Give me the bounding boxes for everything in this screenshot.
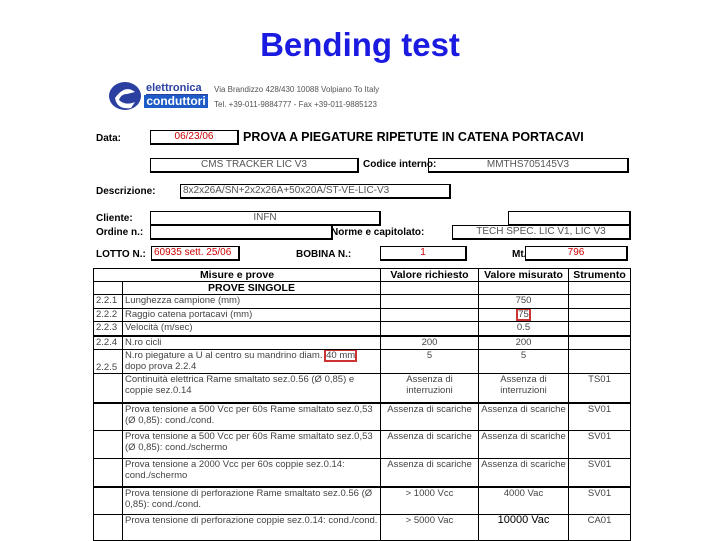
lotto-field: 60935 sett. 25/06 (151, 246, 240, 261)
row-meas: Assenza di scariche (479, 459, 569, 487)
row-number (94, 403, 123, 431)
row-number: 2.2.3 (94, 322, 123, 336)
bobina-label: BOBINA N.: (296, 249, 352, 260)
company-phone: Tel. +39-011-9884777 - Fax +39-011-9885123 (214, 100, 377, 109)
row-req: > 1000 Vcc (381, 487, 479, 515)
row-req: 5 (381, 350, 479, 374)
row-meas: 10000 Vac (479, 515, 569, 541)
row-req: Assenza di scariche (381, 431, 479, 459)
norme-label: Norme e capitolato: (331, 227, 425, 238)
row-meas-highlighted: 75 (518, 309, 529, 320)
row-desc: Prova tensione a 2000 Vcc per 60s coppie sez.0.14: cond./schermo (123, 459, 381, 487)
table-row (94, 374, 631, 403)
row-desc: Continuità elettrica Rame smaltato sez.0.56 (Ø 0,85) e coppie sez.0.14 (123, 374, 381, 403)
cliente-label: Cliente: (96, 213, 133, 224)
table-row (94, 431, 631, 459)
row-desc: N.ro cicli (123, 336, 381, 350)
row-str: CA01 (569, 515, 631, 541)
data-label: Data: (96, 133, 122, 144)
row-number: 2.2.1 (94, 295, 123, 309)
row-str (569, 295, 631, 309)
form-heading: PROVA A PIEGATURE RIPETUTE IN CATENA PORTACAVI (243, 130, 584, 144)
header-richiesto: Valore richiesto (381, 269, 479, 282)
table-row (94, 403, 631, 431)
row-str: TS01 (569, 374, 631, 403)
row-number (94, 374, 123, 403)
row-desc: Prova tensione a 500 Vcc per 60s Rame smaltato sez.0,53 (Ø 0,85): cond./schermo (123, 431, 381, 459)
company-name-bottom: conduttori (144, 95, 208, 108)
row-str (569, 350, 631, 374)
table-row (94, 309, 631, 322)
row-number: 2.2.4 (94, 336, 123, 350)
row-number: 2.2.2 (94, 309, 123, 322)
row-req: Assenza di scariche (381, 403, 479, 431)
row-meas: 5 (479, 350, 569, 374)
row-str: SV01 (569, 403, 631, 431)
row-str: SV01 (569, 459, 631, 487)
mt-field: 796 (525, 246, 628, 261)
row-desc: Prova tensione a 500 Vcc per 60s Rame smaltato sez.0,53 (Ø 0,85): cond./cond. (123, 403, 381, 431)
table-row (94, 350, 631, 374)
row-number (94, 431, 123, 459)
codice-field: MMTHS705145V3 (428, 158, 629, 173)
lotto-label: LOTTO N.: (96, 249, 146, 260)
row-desc: Lunghezza campione (mm) (123, 295, 381, 309)
row-meas: Assenza di scariche (479, 431, 569, 459)
norme-field: TECH SPEC. LIC V1, LIC V3 (452, 225, 631, 240)
cliente-field: INFN (150, 211, 381, 226)
row-desc: Velocità (m/sec) (123, 322, 381, 336)
section-title: PROVE SINGOLE (123, 282, 381, 295)
table-row (94, 515, 631, 541)
row-desc: N.ro piegature a U al centro su mandrino diam. 40 mm dopo prova 2.2.4 (123, 350, 381, 374)
row-meas: Assenza di scariche (479, 403, 569, 431)
header-strumento: Strumento (569, 269, 631, 282)
page-title: Bending test (260, 26, 460, 63)
ordine-field (150, 225, 333, 240)
row-req (381, 295, 479, 309)
row-req (381, 322, 479, 336)
descrizione-field: 8x2x26A/SN+2x2x26A+50x20A/ST-VE-LIC-V3 (180, 184, 451, 199)
company-name-top: elettronica (146, 82, 208, 95)
extra-field (508, 211, 631, 226)
row-meas: 200 (479, 336, 569, 350)
data-field: 06/23/06 (150, 130, 239, 145)
results-table (93, 268, 631, 541)
row-desc: Prova tensione di perforazione Rame smaltato sez.0.56 (Ø 0,85): cond./cond. (123, 487, 381, 515)
row-desc: Raggio catena portacavi (mm) (123, 309, 381, 322)
table-row (94, 295, 631, 309)
company-address: Via Brandizzo 428/430 10088 Volpiano To Italy (214, 85, 380, 94)
row-str (569, 322, 631, 336)
row-number: 2.2.5 (94, 350, 123, 374)
row-number (94, 487, 123, 515)
mt-label: Mt. (512, 249, 527, 260)
product-field: CMS TRACKER LIC V3 (150, 158, 359, 173)
row-str (569, 336, 631, 350)
header-misurato: Valore misurato (479, 269, 569, 282)
header-misure: Misure e prove (94, 269, 381, 282)
codice-label: Codice interno: (363, 159, 437, 170)
table-row (94, 322, 631, 336)
table-row (94, 336, 631, 350)
row-meas: 750 (479, 295, 569, 309)
company-logo (107, 80, 143, 112)
row-req: 200 (381, 336, 479, 350)
row-meas: 0.5 (479, 322, 569, 336)
row-meas: Assenza di interruzioni (479, 374, 569, 403)
table-row (94, 459, 631, 487)
row-str (569, 309, 631, 322)
row-req (381, 309, 479, 322)
bobina-field: 1 (380, 246, 467, 261)
row-number (94, 459, 123, 487)
row-desc: Prova tensione di perforazione coppie sez.0.14: cond./cond. (123, 515, 381, 541)
row-str: SV01 (569, 487, 631, 515)
row-req: > 5000 Vac (381, 515, 479, 541)
row-number (94, 515, 123, 541)
row-meas: 4000 Vac (479, 487, 569, 515)
row-req: Assenza di scariche (381, 459, 479, 487)
mandrel-diameter-highlight: 40 mm (326, 350, 356, 361)
ordine-label: Ordine n.: (96, 227, 144, 238)
row-req: Assenza di interruzioni (381, 374, 479, 403)
descrizione-label: Descrizione: (96, 186, 156, 197)
table-row (94, 487, 631, 515)
row-str: SV01 (569, 431, 631, 459)
